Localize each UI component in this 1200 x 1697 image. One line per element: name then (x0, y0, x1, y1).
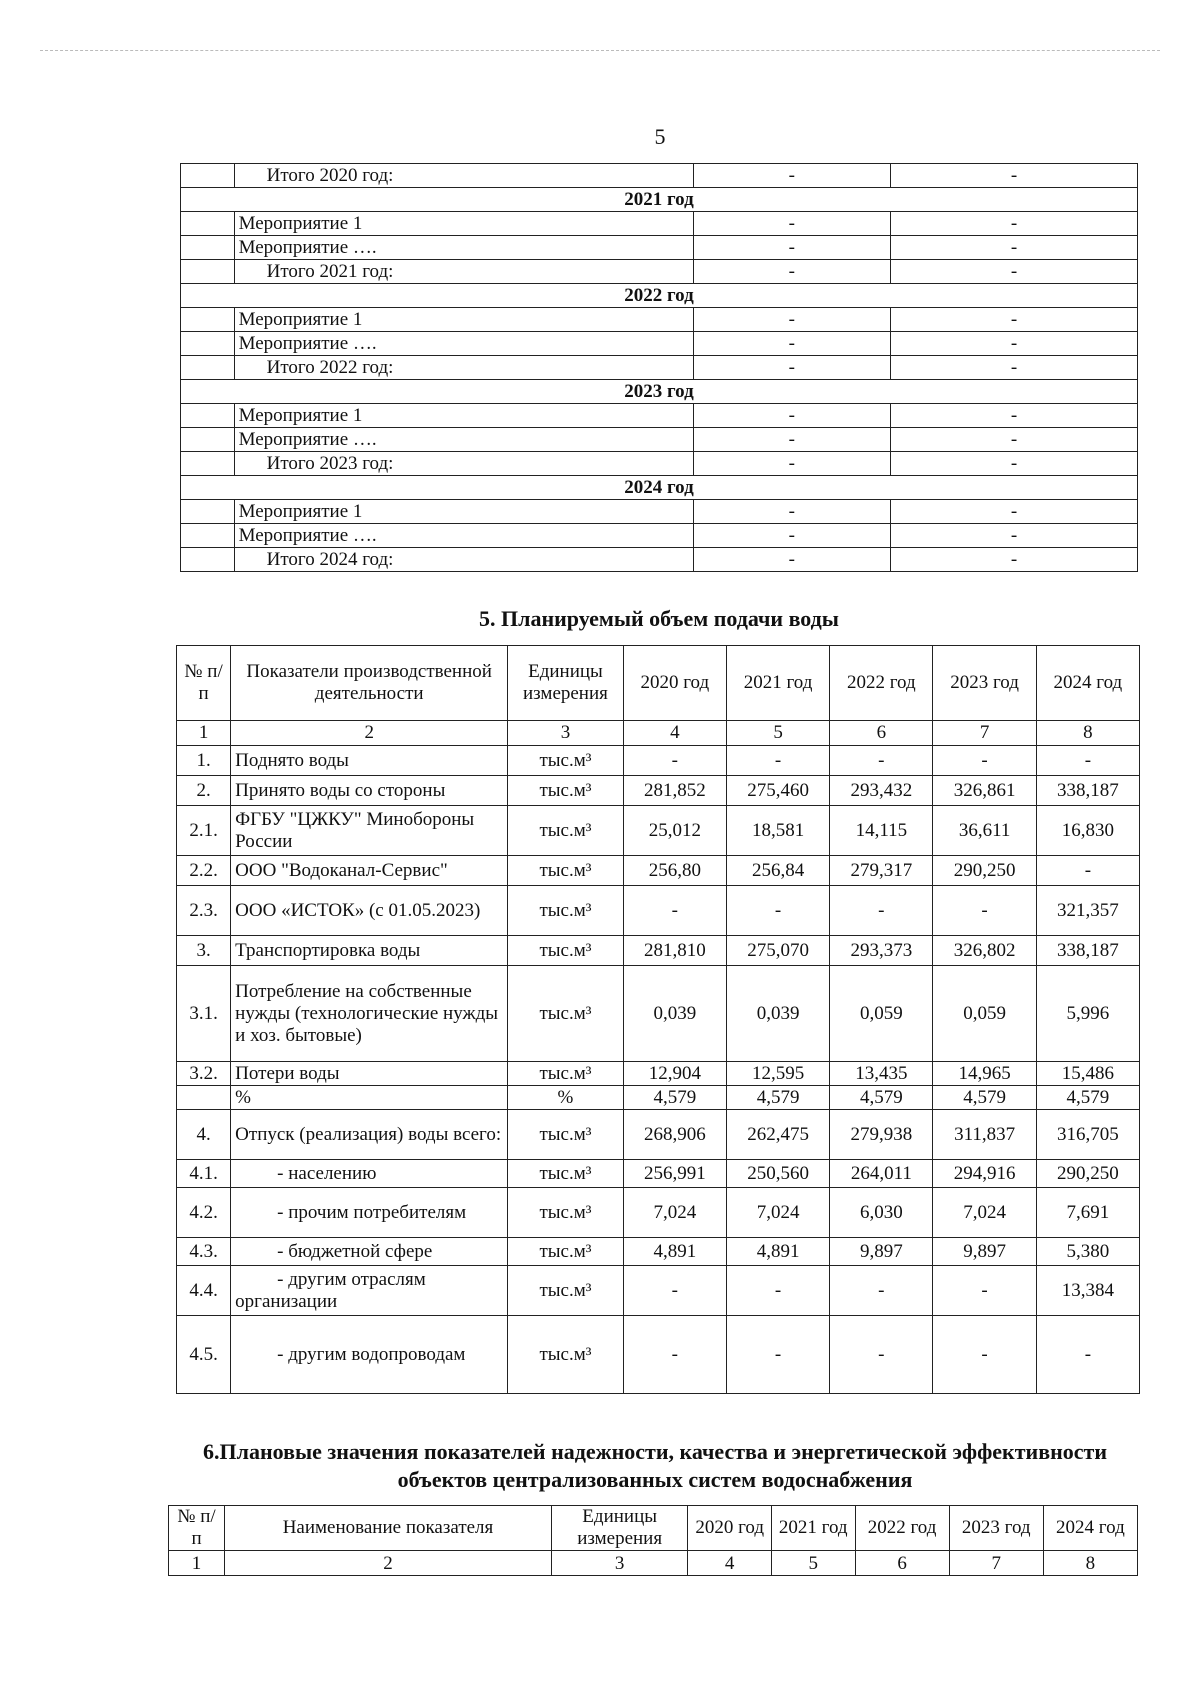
year-value: 13,435 (830, 1062, 933, 1086)
year-value: 290,250 (933, 856, 1036, 886)
activity-value: - (891, 428, 1138, 452)
indicator-name: Транспортировка воды (231, 936, 508, 966)
empty-cell (181, 452, 235, 476)
year-value: 275,070 (726, 936, 829, 966)
row-number (177, 1086, 231, 1110)
activity-value: - (693, 212, 890, 236)
activity-value: - (891, 164, 1138, 188)
table-row (177, 1160, 1140, 1188)
year-value: 0,059 (830, 966, 933, 1062)
year-row (181, 284, 1138, 308)
year-value: 256,991 (623, 1160, 726, 1188)
row-number: 3. (177, 936, 231, 966)
year-value: 5,996 (1036, 966, 1139, 1062)
year-value: 0,039 (623, 966, 726, 1062)
year-value: - (1036, 746, 1139, 776)
unit: тыс.м³ (508, 1062, 624, 1086)
activity-value: - (693, 356, 890, 380)
year-label: 2022 год (181, 284, 1138, 308)
activity-label: Мероприятие 1 (234, 404, 693, 428)
table-row (177, 1188, 1140, 1238)
empty-cell (181, 332, 235, 356)
year-value: 7,024 (726, 1188, 829, 1238)
table-row (177, 1266, 1140, 1316)
year-value: 5,380 (1036, 1238, 1139, 1266)
column-number-row (169, 1551, 1138, 1576)
year-value: 279,938 (830, 1110, 933, 1160)
total-row (181, 164, 1138, 188)
year-label: 2021 год (181, 188, 1138, 212)
indicator-name: Поднято воды (231, 746, 508, 776)
activity-value: - (891, 332, 1138, 356)
year-value: - (933, 746, 1036, 776)
year-value: 338,187 (1036, 776, 1139, 806)
empty-cell (181, 260, 235, 284)
year-value: - (623, 746, 726, 776)
year-value: 12,595 (726, 1062, 829, 1086)
table-row (177, 1110, 1140, 1160)
row-number: 1. (177, 746, 231, 776)
year-value: 4,579 (830, 1086, 933, 1110)
year-value: 14,115 (830, 806, 933, 856)
row-number: 4.1. (177, 1160, 231, 1188)
activity-value: - (891, 500, 1138, 524)
year-value: 279,317 (830, 856, 933, 886)
section-5-title: 5. Планируемый объем подачи воды (479, 606, 839, 631)
year-value: - (623, 1266, 726, 1316)
unit: тыс.м³ (508, 1110, 624, 1160)
activity-value: - (891, 260, 1138, 284)
activity-value: - (693, 164, 890, 188)
year-value: 4,579 (623, 1086, 726, 1110)
indicator-name: % (231, 1086, 508, 1110)
header-2022: 2022 год (830, 646, 933, 721)
empty-cell (181, 212, 235, 236)
year-value: - (933, 1316, 1036, 1394)
year-value: 264,011 (830, 1160, 933, 1188)
header-2022: 2022 год (855, 1506, 949, 1551)
indicator-name: - населению (231, 1160, 508, 1188)
column-number: 3 (551, 1551, 687, 1576)
header-indicator-name: Наименование показателя (225, 1506, 552, 1551)
activities-table (180, 163, 1138, 572)
header-number: № п/п (169, 1506, 225, 1551)
unit: тыс.м³ (508, 936, 624, 966)
header-units: Единицы измерения (508, 646, 624, 721)
row-number: 2.1. (177, 806, 231, 856)
unit: тыс.м³ (508, 966, 624, 1062)
header-2024: 2024 год (1036, 646, 1139, 721)
activity-value: - (891, 236, 1138, 260)
table-row (177, 1062, 1140, 1086)
activity-row (181, 332, 1138, 356)
row-number: 4.5. (177, 1316, 231, 1394)
year-value: 16,830 (1036, 806, 1139, 856)
year-value: 0,059 (933, 966, 1036, 1062)
total-row (181, 356, 1138, 380)
year-value: 326,861 (933, 776, 1036, 806)
activity-label: Мероприятие 1 (234, 500, 693, 524)
row-number: 2.3. (177, 886, 231, 936)
activity-label: Мероприятие …. (234, 524, 693, 548)
year-value: 12,904 (623, 1062, 726, 1086)
table-header-row (177, 646, 1140, 721)
activity-value: - (891, 548, 1138, 572)
year-value: 338,187 (1036, 936, 1139, 966)
year-value: - (830, 1316, 933, 1394)
activity-value: - (891, 356, 1138, 380)
water-supply-table (176, 645, 1140, 1394)
column-number: 7 (949, 1551, 1043, 1576)
activity-label: Итого 2021 год: (234, 260, 693, 284)
activity-row (181, 308, 1138, 332)
activity-value: - (693, 308, 890, 332)
column-number: 3 (508, 721, 624, 746)
year-value: 6,030 (830, 1188, 933, 1238)
year-value: 316,705 (1036, 1110, 1139, 1160)
table-row (177, 936, 1140, 966)
indicator-name: - другим водопроводам (231, 1316, 508, 1394)
table-row (177, 1238, 1140, 1266)
indicator-name: Отпуск (реализация) воды всего: (231, 1110, 508, 1160)
section-6-title: 6.Плановые значения показателей надежности, качества и энергетической эффективности объектов централизованных систем водоснабжения (202, 1439, 1108, 1492)
activity-value: - (693, 548, 890, 572)
indicator-name: - бюджетной сфере (231, 1238, 508, 1266)
activity-value: - (891, 404, 1138, 428)
year-value: - (830, 1266, 933, 1316)
row-number: 4.2. (177, 1188, 231, 1238)
column-number: 2 (231, 721, 508, 746)
year-value: - (830, 746, 933, 776)
year-value: - (623, 1316, 726, 1394)
year-value: 7,024 (933, 1188, 1036, 1238)
activity-row (181, 500, 1138, 524)
column-number: 6 (830, 721, 933, 746)
activity-row (181, 428, 1138, 452)
unit: % (508, 1086, 624, 1110)
year-value: - (1036, 856, 1139, 886)
year-value: 256,84 (726, 856, 829, 886)
year-label: 2024 год (181, 476, 1138, 500)
year-value: 293,373 (830, 936, 933, 966)
activity-value: - (693, 524, 890, 548)
year-row (181, 476, 1138, 500)
year-value: 25,012 (623, 806, 726, 856)
table-row (177, 856, 1140, 886)
header-2023: 2023 год (949, 1506, 1043, 1551)
year-value: 9,897 (933, 1238, 1036, 1266)
activity-value: - (693, 260, 890, 284)
header-2023: 2023 год (933, 646, 1036, 721)
unit: тыс.м³ (508, 1238, 624, 1266)
header-2021: 2021 год (726, 646, 829, 721)
year-value: 262,475 (726, 1110, 829, 1160)
activity-label: Итого 2024 год: (234, 548, 693, 572)
activity-label: Итого 2022 год: (234, 356, 693, 380)
total-row (181, 452, 1138, 476)
reliability-indicators-table (168, 1505, 1138, 1576)
total-row (181, 260, 1138, 284)
indicator-name: Принято воды со стороны (231, 776, 508, 806)
header-number: № п/п (177, 646, 231, 721)
year-value: - (726, 1316, 829, 1394)
year-value: 250,560 (726, 1160, 829, 1188)
year-value: - (1036, 1316, 1139, 1394)
unit: тыс.м³ (508, 746, 624, 776)
unit: тыс.м³ (508, 1266, 624, 1316)
column-number: 2 (225, 1551, 552, 1576)
unit: тыс.м³ (508, 776, 624, 806)
activity-label: Итого 2023 год: (234, 452, 693, 476)
year-value: 290,250 (1036, 1160, 1139, 1188)
row-number: 4. (177, 1110, 231, 1160)
column-number: 7 (933, 721, 1036, 746)
scan-artifact-line (40, 50, 1160, 51)
total-row (181, 548, 1138, 572)
indicator-name: ФГБУ "ЦЖКУ" Минобороны России (231, 806, 508, 856)
year-value: 4,891 (726, 1238, 829, 1266)
year-value: 326,802 (933, 936, 1036, 966)
indicator-name: - прочим потребителям (231, 1188, 508, 1238)
year-value: 321,357 (1036, 886, 1139, 936)
column-number: 5 (726, 721, 829, 746)
unit: тыс.м³ (508, 806, 624, 856)
row-number: 2.2. (177, 856, 231, 886)
year-value: 0,039 (726, 966, 829, 1062)
activity-row (181, 212, 1138, 236)
year-value: 293,432 (830, 776, 933, 806)
activity-value: - (891, 308, 1138, 332)
column-number: 1 (169, 1551, 225, 1576)
activity-label: Мероприятие 1 (234, 212, 693, 236)
unit: тыс.м³ (508, 1160, 624, 1188)
column-number: 1 (177, 721, 231, 746)
table-header-row (169, 1506, 1138, 1551)
table-row (177, 776, 1140, 806)
activity-value: - (891, 524, 1138, 548)
page-number: 5 (654, 124, 666, 149)
activity-value: - (891, 212, 1138, 236)
header-2020: 2020 год (623, 646, 726, 721)
activity-value: - (693, 428, 890, 452)
column-number-row (177, 721, 1140, 746)
year-row (181, 380, 1138, 404)
year-value: - (623, 886, 726, 936)
indicator-name: Потребление на собственные нужды (технологические нужды и хоз. бытовые) (231, 966, 508, 1062)
column-number: 8 (1043, 1551, 1137, 1576)
year-value: 4,579 (933, 1086, 1036, 1110)
column-number: 4 (688, 1551, 772, 1576)
unit: тыс.м³ (508, 856, 624, 886)
year-value: 4,891 (623, 1238, 726, 1266)
year-value: 256,80 (623, 856, 726, 886)
indicator-name: ООО "Водоканал-Сервис" (231, 856, 508, 886)
header-indicator: Показатели производственной деятельности (231, 646, 508, 721)
year-value: - (726, 886, 829, 936)
year-value: - (830, 886, 933, 936)
column-number: 5 (771, 1551, 855, 1576)
activity-label: Мероприятие …. (234, 236, 693, 260)
empty-cell (181, 164, 235, 188)
year-value: 18,581 (726, 806, 829, 856)
column-number: 8 (1036, 721, 1139, 746)
year-row (181, 188, 1138, 212)
empty-cell (181, 500, 235, 524)
table-row (177, 966, 1140, 1062)
year-value: - (726, 1266, 829, 1316)
table-row (177, 886, 1140, 936)
year-value: 36,611 (933, 806, 1036, 856)
year-value: 311,837 (933, 1110, 1036, 1160)
year-value: 15,486 (1036, 1062, 1139, 1086)
unit: тыс.м³ (508, 886, 624, 936)
column-number: 6 (855, 1551, 949, 1576)
table-row (177, 746, 1140, 776)
indicator-name: - другим отраслям организации (231, 1266, 508, 1316)
header-2020: 2020 год (688, 1506, 772, 1551)
row-number: 3.2. (177, 1062, 231, 1086)
year-label: 2023 год (181, 380, 1138, 404)
empty-cell (181, 548, 235, 572)
column-number: 4 (623, 721, 726, 746)
activity-value: - (693, 236, 890, 260)
unit: тыс.м³ (508, 1188, 624, 1238)
row-number: 4.3. (177, 1238, 231, 1266)
unit: тыс.м³ (508, 1316, 624, 1394)
year-value: 7,024 (623, 1188, 726, 1238)
empty-cell (181, 428, 235, 452)
indicator-name: Потери воды (231, 1062, 508, 1086)
activity-value: - (693, 452, 890, 476)
activity-row (181, 236, 1138, 260)
row-number: 4.4. (177, 1266, 231, 1316)
year-value: - (933, 1266, 1036, 1316)
year-value: - (933, 886, 1036, 936)
year-value: 275,460 (726, 776, 829, 806)
year-value: - (726, 746, 829, 776)
activity-label: Итого 2020 год: (234, 164, 693, 188)
activity-label: Мероприятие 1 (234, 308, 693, 332)
year-value: 7,691 (1036, 1188, 1139, 1238)
table-row (177, 806, 1140, 856)
year-value: 14,965 (933, 1062, 1036, 1086)
year-value: 9,897 (830, 1238, 933, 1266)
header-units: Единицы измерения (551, 1506, 687, 1551)
header-2021: 2021 год (771, 1506, 855, 1551)
activity-label: Мероприятие …. (234, 428, 693, 452)
activity-value: - (693, 332, 890, 356)
activity-row (181, 524, 1138, 548)
year-value: 13,384 (1036, 1266, 1139, 1316)
year-value: 4,579 (726, 1086, 829, 1110)
row-number: 2. (177, 776, 231, 806)
year-value: 268,906 (623, 1110, 726, 1160)
year-value: 4,579 (1036, 1086, 1139, 1110)
activity-label: Мероприятие …. (234, 332, 693, 356)
activity-value: - (693, 500, 890, 524)
empty-cell (181, 356, 235, 380)
indicator-name: ООО «ИСТОК» (с 01.05.2023) (231, 886, 508, 936)
year-value: 281,852 (623, 776, 726, 806)
row-number: 3.1. (177, 966, 231, 1062)
activity-value: - (693, 404, 890, 428)
empty-cell (181, 524, 235, 548)
table-row (177, 1316, 1140, 1394)
activity-value: - (891, 452, 1138, 476)
year-value: 281,810 (623, 936, 726, 966)
header-2024: 2024 год (1043, 1506, 1137, 1551)
empty-cell (181, 308, 235, 332)
activity-row (181, 404, 1138, 428)
empty-cell (181, 404, 235, 428)
empty-cell (181, 236, 235, 260)
table-row (177, 1086, 1140, 1110)
year-value: 294,916 (933, 1160, 1036, 1188)
